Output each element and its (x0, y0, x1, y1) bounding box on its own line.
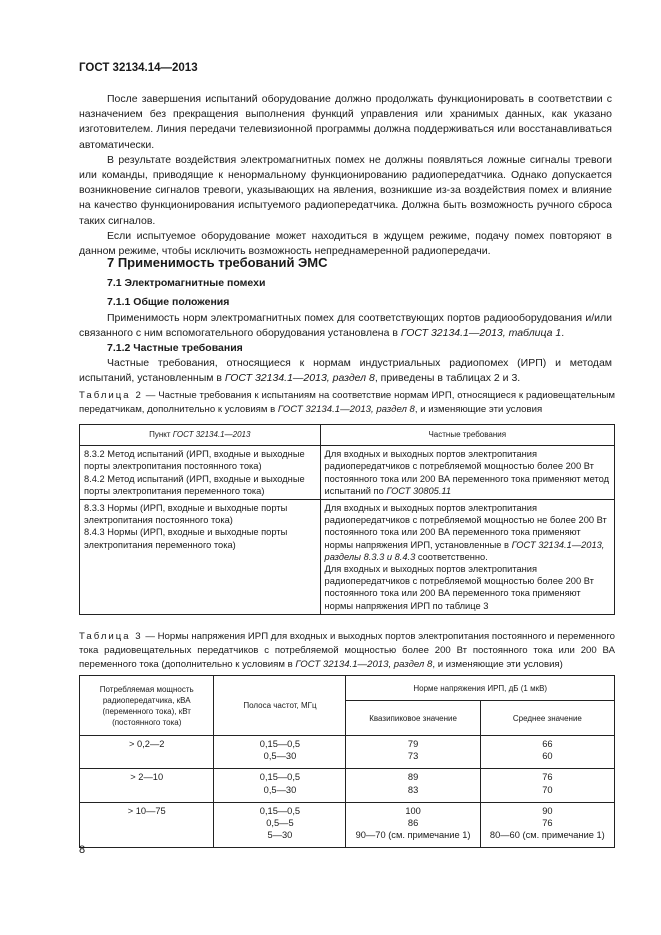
table-cell (214, 769, 346, 802)
intro-paragraphs (79, 92, 612, 259)
paragraph (79, 356, 612, 386)
reference: ГОСТ 32134.1—2013, раздел 8 (295, 659, 433, 670)
table-header-row (80, 425, 615, 446)
text: . (561, 326, 565, 339)
caption-label: Таблица 3 (79, 631, 143, 642)
column-header: Полоса частот, МГц (214, 676, 346, 736)
cell-value: 83 (407, 784, 419, 795)
cell-value: 0,5—5 (266, 818, 294, 829)
clause: 8.3.3 Нормы (ИРП, входные и выходные порты электропитания постоянного тока) (84, 503, 288, 526)
table-cell (346, 769, 480, 802)
text: соответственно. (415, 551, 488, 562)
paragraph: После завершения испытаний оборудование должно продолжать функционировать в соответствии с назначением без прекращения выполнения функций управления или хранимых данных, как указано изготовителем. Линия передачи телевизионной программы должна поддерживаться или восстанавливаться автоматически. (79, 93, 612, 151)
requirement (325, 502, 610, 563)
cell-value: 90—70 (см. примечание 1) (355, 830, 471, 841)
cell-value: 0,15—0,5 (259, 805, 301, 816)
reference: ГОСТ 32134.1—2013, раздел 8 (224, 372, 375, 385)
column-header: Квазипиковое значение (346, 701, 480, 736)
caption-label: Таблица 2 (79, 390, 143, 401)
text: Частные требования, относящиеся к нормам индустриальных радиопомех (ИРП) и методам испытаний, установленным в (79, 357, 612, 385)
table-cell (80, 500, 321, 615)
cell-value: 79 (407, 739, 419, 749)
table-row (80, 736, 615, 769)
reference: ГОСТ 32134.1—2013, разделы 8.3.3 и 8.4.3 (324, 539, 605, 562)
cell-value: 86 (407, 818, 419, 829)
text: , и изменяющие эти условия (414, 404, 543, 415)
table-cell: > 0,2—2 (80, 736, 214, 769)
table-row (80, 802, 615, 848)
document-header: ГОСТ 32134.14—2013 (79, 62, 198, 74)
reference: ГОСТ 30805.11 (386, 485, 452, 496)
text: — Нормы напряжения ИРП для входных и выходных портов электропитания постоянного и переменного тока радиовещательных передатчиков с потребляемой мощностью более 200 Вт постоянного тока или 200 ВА переменного тока (дополнительно к условиям в (79, 631, 615, 670)
text: — Частные требования к испытаниям на соответствие нормам ИРП, относящиеся к радиовещательным передатчикам, дополнительно к условиям в (79, 390, 615, 415)
paragraph: Если испытуемое оборудование может находиться в ждущем режиме, подачу помех повторяют в данном режиме, чтобы исключить возможность непреднамеренной радиопередачи. (79, 229, 612, 258)
table3-caption (79, 630, 615, 672)
column-header: Потребляемая мощность радиопередатчика, кВА (переменного тока), кВт (постоянного тока) (80, 676, 214, 736)
cell-value: 60 (542, 751, 553, 762)
table-cell (214, 802, 346, 848)
column-header: Норме напряжения ИРП, дБ (1 мкВ) (346, 676, 615, 701)
table-cell (214, 736, 346, 769)
subsection-title: 7.1 Электромагнитные помехи (107, 277, 266, 290)
table-cell (320, 500, 614, 615)
cell-value: 0,15—0,5 (259, 772, 301, 783)
table-3 (79, 675, 615, 848)
table-cell: > 2—10 (80, 769, 214, 802)
section-7 (79, 255, 612, 387)
page-number: 8 (79, 844, 86, 856)
subsection-title: 7.1.1 Общие положения (107, 296, 230, 309)
table-cell (320, 446, 614, 500)
table-cell (480, 802, 614, 848)
cell-value: 80—60 (см. примечание 1) (489, 830, 605, 841)
table2-caption (79, 389, 615, 417)
cell-value: 89 (407, 772, 419, 783)
clause: 8.4.2 Метод испытаний (ИРП, входные и выходные порты электропитания переменного тока) (84, 473, 305, 496)
table-2 (79, 424, 615, 615)
clause: 8.4.3 Нормы (ИРП, входные и выходные порты электропитания переменного тока) (84, 527, 288, 550)
table-cell: > 10—75 (80, 802, 214, 848)
reference: ГОСТ 32134.1—2013, раздел 8 (277, 404, 415, 415)
cell-value: 100 (405, 805, 421, 816)
text: Для входных и выходных портов электропитания радиопередатчиков с потребляемой мощностью более 200 Вт постоянного тока или 200 ВА переменного тока применяют метод испытаний по (324, 449, 610, 496)
cell-value: 0,5—30 (263, 751, 297, 762)
requirement: Для входных и выходных портов электропитания радиопередатчиков с потребляемой мощностью более 200 Вт постоянного тока или 200 ВА переменного тока применяют нормы напряжения ИРП по таблице 3 (324, 564, 594, 611)
table-body (80, 736, 615, 848)
table-header-row (80, 676, 615, 701)
column-header (80, 425, 321, 446)
cell-value: 70 (542, 784, 553, 795)
cell-value: 66 (542, 739, 553, 749)
cell-value: 76 (542, 772, 553, 783)
section-title: 7 Применимость требований ЭМС (107, 255, 328, 270)
paragraph: В результате воздействия электромагнитных помех не должны появляться ложные сигналы тревоги или команды, приводящие к ненормальному функционированию радиопередатчика. Однако допускается возникновение сигналов тревоги, указывающих на явления, возникшие из-за воздействия помех и влияние на качество функционирования испытуемого радиопередатчика. Должна быть возможность ручного сброса таких сигналов. (79, 153, 612, 227)
cell-value: 73 (407, 751, 419, 762)
column-header: Среднее значение (480, 701, 614, 736)
cell-value: 76 (542, 818, 553, 829)
clause: 8.3.2 Метод испытаний (ИРП, входные и выходные порты электропитания постоянного тока) (84, 449, 305, 472)
paragraph (79, 311, 612, 341)
table-row (80, 446, 615, 500)
text: Пункт (149, 430, 173, 439)
cell-value: 90 (542, 805, 553, 816)
table-cell (346, 802, 480, 848)
table-cell (346, 736, 480, 769)
cell-value: 0,15—0,5 (259, 739, 301, 749)
table-cell (480, 769, 614, 802)
table-row (80, 500, 615, 615)
table-cell (80, 446, 321, 500)
reference: ГОСТ 32134.1—2013 (172, 430, 251, 439)
reference: ГОСТ 32134.1—2013, таблица 1 (400, 326, 562, 339)
table-cell (480, 736, 614, 769)
column-header: Частные требования (320, 425, 614, 446)
cell-value: 0,5—30 (263, 784, 297, 795)
text: , приведены в таблицах 2 и 3. (374, 372, 521, 385)
subsection-title: 7.1.2 Частные требования (107, 342, 243, 355)
cell-value: 5—30 (267, 830, 293, 841)
text: Применимость норм электромагнитных помех для соответствующих портов радиооборудования и/или связанного с ним вспомогательного оборудования установлена в (79, 311, 612, 339)
table-row (80, 769, 615, 802)
text: , и изменяющие эти условия) (432, 659, 563, 670)
text: Для входных и выходных портов электропитания радиопередатчиков с потребляемой мощностью не более 200 Вт постоянного тока или 200 ВА переменного тока применяют нормы напряжения ИРП, установленные в (324, 503, 607, 550)
